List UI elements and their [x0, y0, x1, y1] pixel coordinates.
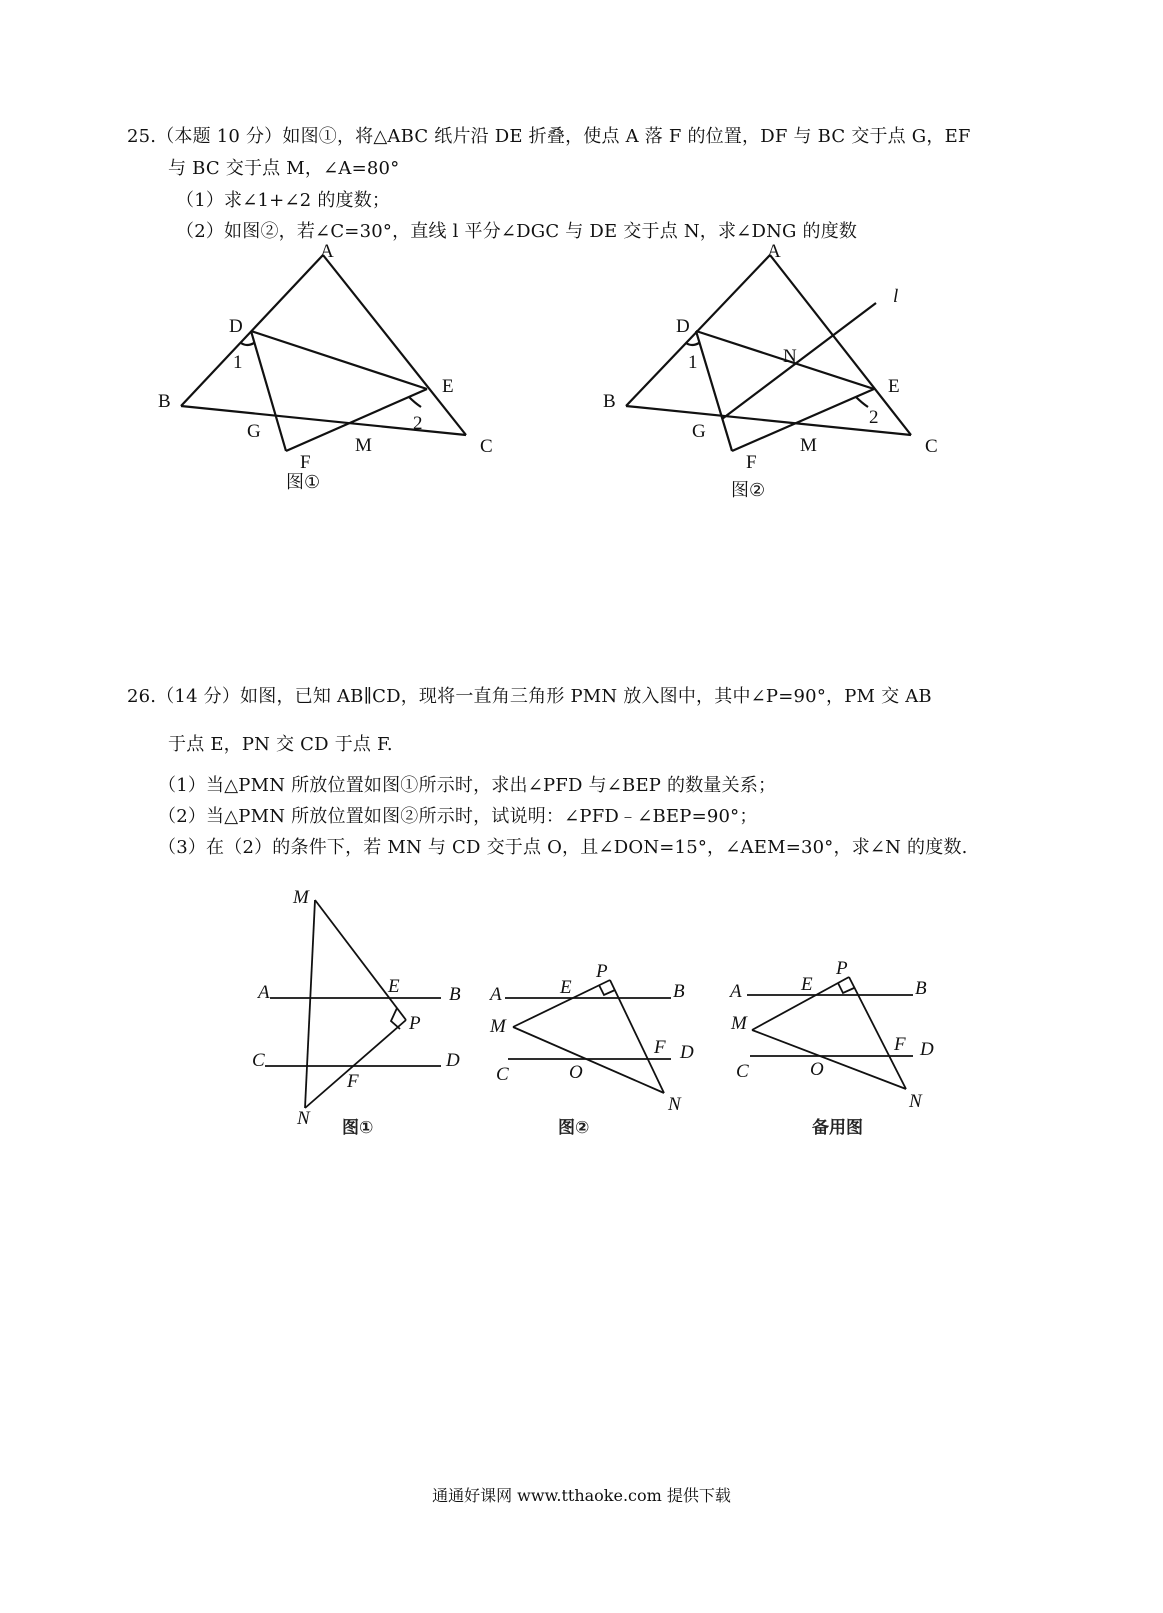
q26f1-label-p: P — [409, 1013, 421, 1034]
q26f3-label-a: A — [730, 981, 742, 1002]
q26f2-label-e: E — [560, 977, 572, 998]
q25-line-3: （1）求∠1+∠2 的度数； — [176, 190, 391, 211]
q25-line-1: 25.（本题 10 分）如图①，将△ABC 纸片沿 DE 折叠，使点 A 落 F 的位置，DF 与 BC 交于点 G，EF — [127, 126, 971, 147]
q26f1-label-b: B — [449, 984, 461, 1005]
q26f2-label-n: N — [668, 1094, 681, 1115]
q26f1-side-mp — [315, 900, 406, 1020]
q25f2-label-e: E — [888, 376, 900, 397]
q26f3-caption: 备用图 — [812, 1118, 863, 1138]
q25f1-angle-1-arc — [241, 343, 254, 345]
q26f2-label-d: D — [680, 1042, 694, 1063]
q26-line-4: （2）当△PMN 所放位置如图②所示时，试说明：∠PFD﹣∠BEP=90°； — [158, 806, 758, 827]
q25f2-label-l: l — [893, 286, 899, 307]
q26f1-label-n: N — [297, 1108, 310, 1129]
q26f3-label-d: D — [920, 1039, 934, 1060]
q26-line-1: 26.（14 分）如图，已知 AB∥CD，现将一直角三角形 PMN 放入图中，其中∠P=90°，PM 交 AB — [127, 686, 932, 707]
q25f2-angle-2-arc — [856, 397, 868, 407]
q26f2-side-mn — [513, 1027, 664, 1093]
q26f2-label-m: M — [490, 1016, 506, 1037]
q26f2-label-c: C — [496, 1064, 509, 1085]
q26f1-label-f: F — [347, 1071, 359, 1092]
q25f2-label-b: B — [603, 391, 616, 412]
q25f2-label-d: D — [676, 316, 690, 337]
q25f1-label-g: G — [247, 421, 261, 442]
q26f3-label-f: F — [894, 1034, 906, 1055]
q25f2-angle-1-arc — [686, 343, 699, 345]
q25f1-fold-de — [251, 331, 427, 389]
q26f2-label-f: F — [654, 1037, 666, 1058]
q25f1-label-m: M — [355, 435, 372, 456]
q25f1-label-d: D — [229, 316, 243, 337]
q26f3-label-b: B — [915, 978, 927, 999]
q26f3-side-pn — [849, 977, 906, 1089]
q25f1-label-c: C — [480, 436, 493, 457]
q25f1-side-ac — [323, 255, 466, 435]
q25f2-label-a: A — [767, 241, 781, 262]
q25f1-label-2: 2 — [413, 413, 423, 434]
q26f3-right-angle-mark — [838, 983, 854, 993]
q25f1-label-e: E — [442, 376, 454, 397]
q25f2-label-c: C — [925, 436, 938, 457]
q26f1-label-d: D — [446, 1050, 460, 1071]
q25-line-4: （2）如图②，若∠C=30°，直线 l 平分∠DGC 与 DE 交于点 N，求∠DNG 的度数 — [176, 221, 858, 242]
q26-figure-1 — [245, 875, 475, 1145]
q25f2-label-g: G — [692, 421, 706, 442]
q25f2-label-2: 2 — [869, 407, 879, 428]
q26f1-label-e: E — [388, 976, 400, 997]
q26f1-label-c: C — [252, 1050, 265, 1071]
q26-line-3: （1）当△PMN 所放位置如图①所示时，求出∠PFD 与∠BEP 的数量关系； — [158, 775, 777, 796]
q26f2-label-a: A — [490, 984, 502, 1005]
q25-line-2: 与 BC 交于点 M，∠A=80° — [168, 158, 400, 179]
q26f3-label-e: E — [801, 974, 813, 995]
q25f1-label-1: 1 — [233, 352, 243, 373]
q26f1-label-m: M — [293, 887, 309, 908]
q25f1-side-bc — [181, 406, 466, 435]
q25f2-label-m: M — [800, 435, 817, 456]
q25f1-label-b: B — [158, 391, 171, 412]
q25f2-label-n: N — [783, 346, 797, 367]
q26f3-label-c: C — [736, 1061, 749, 1082]
q25f1-angle-2-arc — [409, 397, 421, 407]
q26-line-2: 于点 E，PN 交 CD 于点 F. — [168, 734, 393, 755]
q26f2-label-b: B — [673, 981, 685, 1002]
q25f2-side-ac — [770, 255, 911, 435]
q26-figure-3 — [725, 955, 950, 1145]
q26f2-label-p: P — [596, 961, 608, 982]
q26f1-side-np — [305, 1020, 406, 1108]
q25f1-label-a: A — [320, 241, 334, 262]
q26f2-caption: 图② — [558, 1118, 590, 1138]
q26f1-side-mn — [305, 900, 315, 1108]
q25f1-label-f: F — [300, 452, 311, 473]
q26f3-label-p: P — [836, 958, 848, 979]
q25f2-caption: 图② — [731, 480, 766, 501]
q26f1-caption: 图① — [342, 1118, 374, 1138]
q25-figure-1 — [150, 236, 520, 496]
q26-figure-2 — [484, 955, 704, 1145]
q25f2-label-1: 1 — [688, 352, 698, 373]
q26-line-5: （3）在（2）的条件下，若 MN 与 CD 交于点 O，且∠DON=15°，∠AEM=30°，求∠N 的度数. — [158, 837, 968, 858]
q26f2-label-o: O — [569, 1062, 583, 1083]
q26f3-label-m: M — [731, 1013, 747, 1034]
q26f3-side-mn — [752, 1030, 906, 1089]
q26f3-label-o: O — [810, 1059, 824, 1080]
q26f1-label-a: A — [258, 982, 270, 1003]
q25f1-caption: 图① — [286, 472, 321, 493]
page-footer: 通通好课网 www.tthaoke.com 提供下载 — [432, 1486, 731, 1505]
q26f3-label-n: N — [909, 1091, 922, 1112]
q25f2-label-f: F — [746, 452, 757, 473]
q25-figure-2 — [595, 236, 965, 506]
